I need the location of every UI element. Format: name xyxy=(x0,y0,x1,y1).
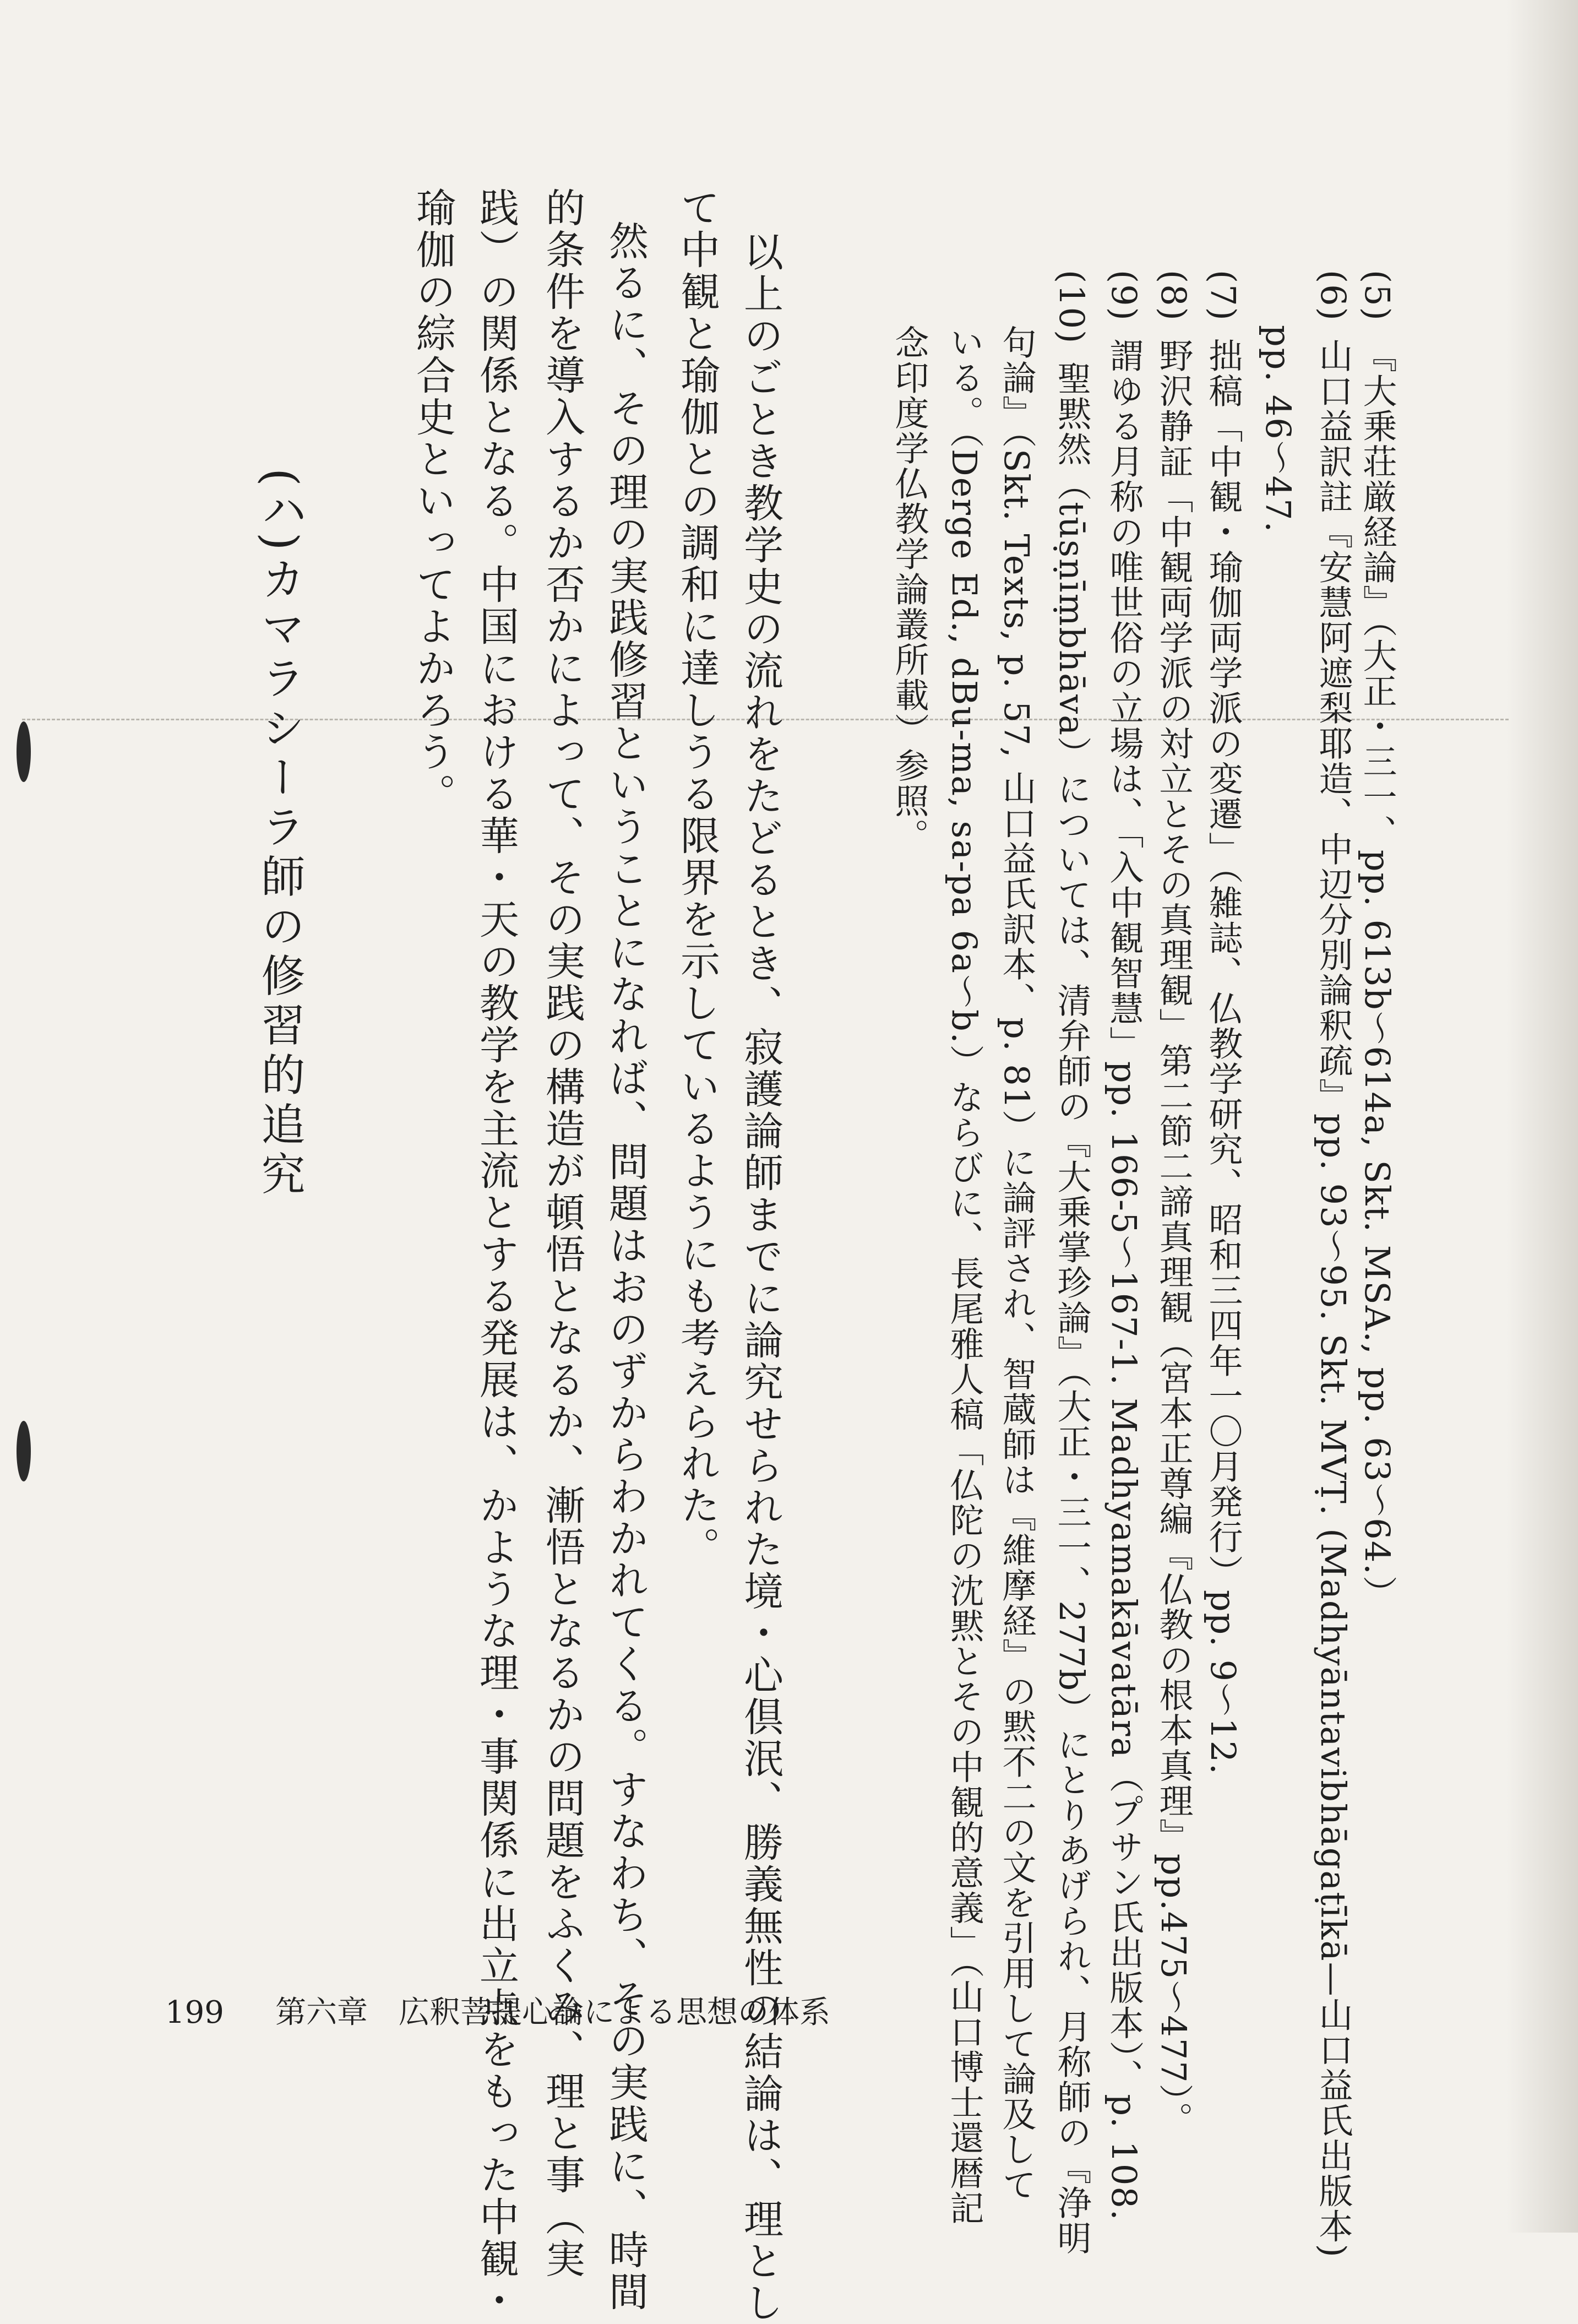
body-line-2: て中観と瑜伽との調和に達しうる限界を示しているようにも考えられた。 xyxy=(674,187,720,1568)
footnote-6: (6)山口益訳註『安慧阿遮梨耶造、中辺分別論釈疏』pp. 93〜95. Skt. MVṬ. (Madhyāntavibhāgaṭīkā—山口益氏出版本) xyxy=(1313,270,1353,2258)
binding-hole xyxy=(17,721,31,782)
body-line-1: 以上のごとき教学史の流れをたどるとき、寂護論師までに論究せられた境・心倶泯、勝義無性の結論は、理とし xyxy=(737,231,783,2324)
footnote-9: (9)謂ゆる月称の唯世俗の立場は、「入中観智慧」pp. 166-5〜167-1. Madhyamakāvatāra（プサン氏出版本）、p. 108. xyxy=(1104,270,1144,2222)
footnote-5: (5)『大乗荘厳経論』（大正・三一、pp. 613b〜614a, Skt. MSA., pp. 63〜64.） xyxy=(1357,270,1397,1611)
section-number: (ハ) xyxy=(254,468,308,551)
footnote-7: (7)拙稿「中観・瑜伽両学派の変遷」（雑誌、仏教学研究、昭和三四年一〇月発行）pp. 9〜12. xyxy=(1203,270,1243,1775)
page-number: 199 xyxy=(165,1995,224,2030)
section-title: カマラシーラ師の修習的追究 xyxy=(254,556,305,1201)
running-header: 第六章 広釈菩提心論による思想の体系 xyxy=(275,1995,830,2030)
footnote-10: (10)聖黙然（tūṣṇīṃbhāva）については、清弁師の『大乗掌珍論』（大正・三一、277b）にとりあげられ、月称師の『浄明 xyxy=(1052,270,1092,2256)
body-line-5: 践）の関係となる。中国における華・天の教学を主流とする発展は、かような理・事関係に出立点をもった中観・ xyxy=(473,187,519,2322)
footnote-10-continued-3: 念印度学仏教学論叢所載）参照。 xyxy=(889,325,929,854)
body-line-4: 的条件を導入するか否かによって、その実践の構造が頓悟となるか、漸悟となるかの問題をふくみ、理と事（実 xyxy=(539,187,585,2280)
body-line-6: 瑜伽の綜合史といってよかろう。 xyxy=(410,187,456,815)
page-footer xyxy=(165,1988,830,2032)
footnote-6-continued: pp. 46〜47. xyxy=(1258,325,1298,534)
footnote-10-continued-1: 句論』（Skt. Texts, p. 57, 山口益氏訳本、p. 81）に論評され、智蔵師は『維摩経』の黙不二の文を引用して論及して xyxy=(997,325,1037,2203)
binding-hole xyxy=(17,1421,31,1481)
scan-edge-shadow xyxy=(1506,0,1578,2233)
footnote-10-continued-2: いる。（Derge Ed., dBu-ma, sa-pa 6a〜b.）ならびに、長尾雅人稿「仏陀の沈黙とその中観的意義」（山口博士還暦記 xyxy=(944,325,984,2226)
footnote-8: (8)野沢静証「中観両学派の対立とその真理観」第二節二諦真理観（宮本正尊編『仏教の根本真理』pp.475〜477）。 xyxy=(1153,270,1194,2137)
body-line-3: 然るに、その理の実践修習ということになれば、問題はおのずからわかれてくる。すなわち、その実践に、時間 xyxy=(602,220,649,2313)
